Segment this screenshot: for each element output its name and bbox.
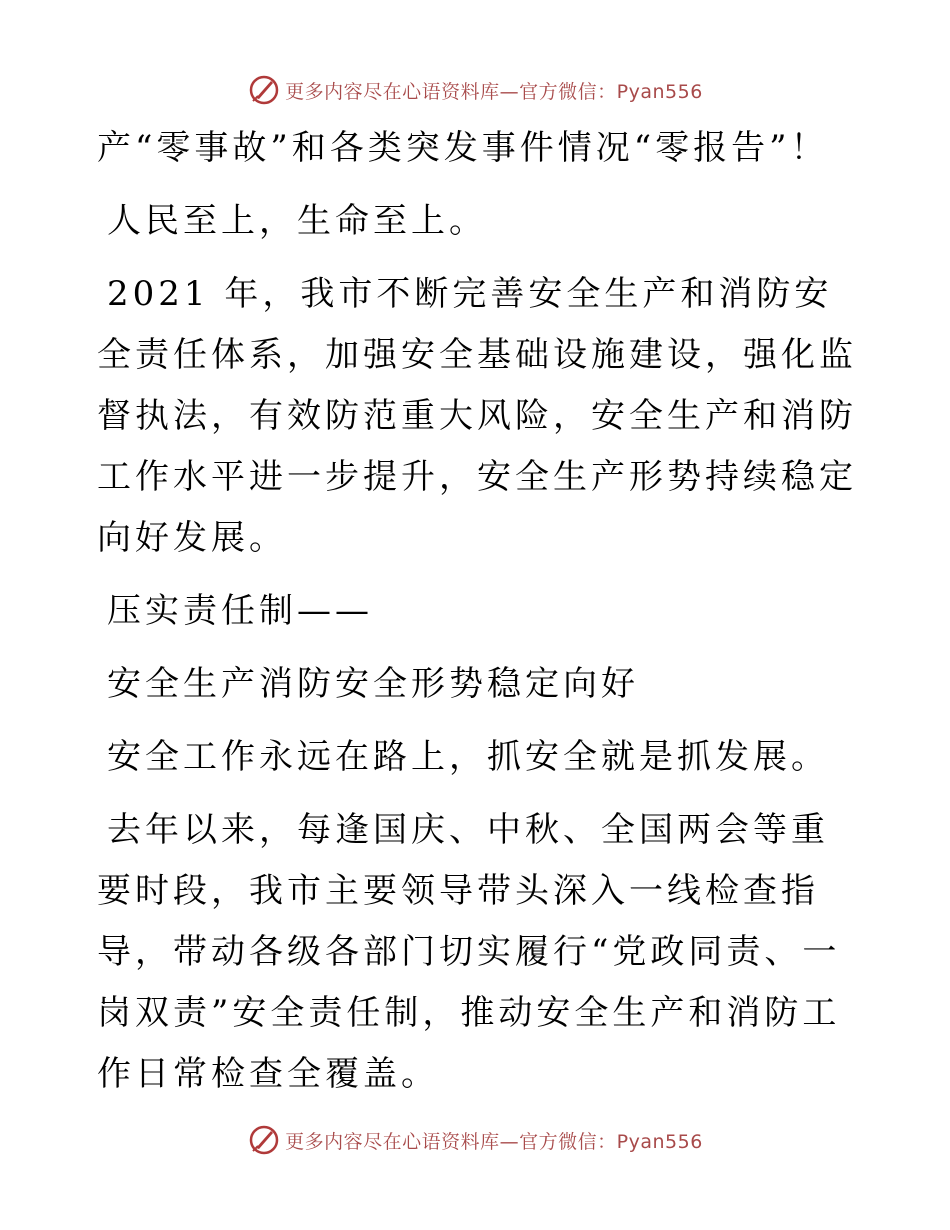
paragraph-3: 2021 年，我市不断完善安全生产和消防安全责任体系，加强安全基础设施建设，强化监督执法，有效防范重大风险，安全生产和消防工作水平进一步提升，安全生产形势持续稳定向好发展。 — [97, 274, 857, 558]
paragraph-5: 安全生产消防安全形势稳定向好 — [107, 664, 639, 704]
footer-watermark-banner — [0, 1120, 950, 1160]
quill-logo-icon — [247, 73, 281, 107]
paragraph-6: 安全工作永远在路上，抓安全就是抓发展。 — [107, 737, 829, 777]
header-watermark-banner — [0, 70, 950, 110]
quill-logo-icon — [247, 1123, 281, 1157]
paragraph-4: 压实责任制—— — [107, 591, 373, 631]
paragraph-2: 人民至上，生命至上。 — [107, 201, 487, 241]
paragraph-7: 去年以来，每逢国庆、中秋、全国两会等重要时段，我市主要领导带头深入一线检查指导，带动各级各部门切实履行“党政同责、一岗双责”安全责任制，推动安全生产和消防工作日常检查全覆盖。 — [97, 810, 841, 1094]
document-body — [97, 118, 857, 1117]
paragraph-1: 产“零事故”和各类突发事件情况“零报告”！ — [97, 128, 829, 168]
footer-watermark-text: 更多内容尽在心语资料库—官方微信：Pyan556 — [285, 1130, 703, 1153]
header-watermark-text: 更多内容尽在心语资料库—官方微信：Pyan556 — [285, 80, 703, 103]
